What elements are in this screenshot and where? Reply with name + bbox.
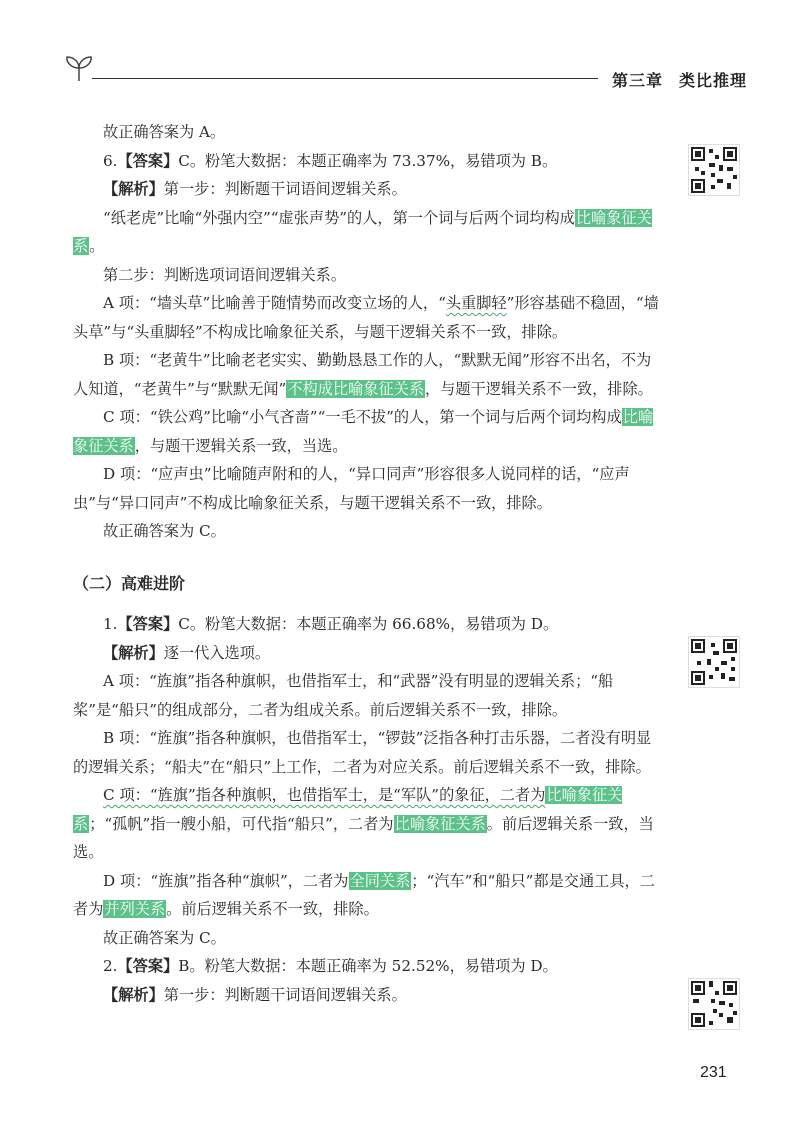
qr-code-icon[interactable] bbox=[688, 144, 740, 196]
highlight: 并列关系 bbox=[104, 900, 166, 918]
highlight: 比喻象征关系 bbox=[73, 208, 652, 255]
sprout-icon bbox=[62, 54, 96, 82]
paragraph: 故正确答案为 A。 bbox=[103, 123, 226, 141]
answer-line-s1: 1.【答案】C。粉笔大数据：本题正确率为 66.68%，易错项为 D。 bbox=[103, 615, 559, 633]
qr-code-icon[interactable] bbox=[688, 636, 740, 688]
option-a: A 项：“旌旗”指各种旗帜，也借指军士，和“武器”没有明显的逻辑关系；“船桨”是“船只”的组成部分，二者为组成关系。前后逻辑关系不一致，排除。 bbox=[73, 672, 614, 719]
underline: 头重脚轻 bbox=[445, 294, 507, 312]
chapter-topic: 类比推理 bbox=[679, 71, 748, 90]
answer-label: 答案 bbox=[132, 151, 164, 170]
answer-line-s2: 2.【答案】B。粉笔大数据：本题正确率为 52.52%，易错项为 D。 bbox=[103, 957, 558, 975]
paragraph: “纸老虎”比喻“外强内空”“虚张声势”的人，第一个词与后两个词均构成比喻象征关系。 bbox=[73, 208, 652, 255]
page-content bbox=[73, 118, 663, 1009]
highlight: 比喻象征关系 bbox=[394, 814, 486, 833]
highlight: 比喻象征关系 bbox=[73, 786, 623, 833]
option-b: B 项：“旌旗”指各种旗帜，也借指军士，“锣鼓”泛指各种打击乐器，二者没有明显的逻辑关系；“船夫”在“船只”上工作，二者为对应关系。前后逻辑关系不一致，排除。 bbox=[73, 729, 652, 776]
qr-code-icon[interactable] bbox=[688, 978, 740, 1030]
question-number: 6. bbox=[103, 151, 118, 170]
option-b: B 项：“老黄牛”比喻老老实实、勤勤恳恳工作的人，“默默无闻”形容不出名，不为人知道，“老黄牛”与“默默无闻”不构成比喻象征关系，与题干逻辑关系不一致，排除。 bbox=[73, 351, 653, 398]
option-d: D 项：“应声虫”比喻随声附和的人，“异口同声”形容很多人说同样的话，“应声虫”与“异口同声”不构成比喻象征关系，与题干逻辑关系不一致，排除。 bbox=[73, 465, 630, 512]
paragraph: 第二步：判断选项词语间逻辑关系。 bbox=[103, 265, 346, 284]
option-c: C 项：“旌旗”指各种旗帜，也借指军士，是“军队”的象征，二者为比喻象征关系；“孤帆”指一艘小船，可代指“船只”，二者为比喻象征关系。前后逻辑关系一致，当选。 bbox=[73, 786, 654, 861]
chapter-header bbox=[612, 68, 763, 91]
answer-line-q6: 6.【答案】C。粉笔大数据：本题正确率为 73.37%，易错项为 B。 bbox=[103, 151, 558, 170]
question-number: 1. bbox=[103, 615, 118, 633]
answer-text: C。粉笔大数据：本题正确率为 73.37%，易错项为 B。 bbox=[178, 151, 558, 170]
analysis-line: 【解析】逐一代入选项。 bbox=[103, 643, 271, 662]
page-number: 231 bbox=[700, 1064, 727, 1081]
highlight: 不构成比喻象征关系 bbox=[287, 379, 424, 398]
section-title: （二）高难进阶 bbox=[73, 573, 186, 593]
option-c: C 项：“铁公鸡”比喻“小气吝啬”“一毛不拔”的人，第一个词与后两个词均构成比喻象征关系，与题干逻辑关系一致，当选。 bbox=[73, 408, 654, 455]
analysis-line: 【解析】第一步：判断题干词语间逻辑关系。 bbox=[103, 985, 407, 1004]
option-d: D 项：“旌旗”指各种“旗帜”，二者为全同关系；“汽车”和“船只”都是交通工具，二者为并列关系。前后逻辑关系不一致，排除。 bbox=[73, 871, 655, 918]
highlight: 比喻象征关系 bbox=[73, 408, 654, 455]
paragraph: 故正确答案为 C。 bbox=[103, 928, 226, 947]
highlight: 全同关系 bbox=[349, 871, 411, 890]
analysis-line: 【解析】第一步：判断题干词语间逻辑关系。 bbox=[103, 180, 407, 198]
option-a: A 项：“墙头草”比喻善于随情势而改变立场的人，“头重脚轻”形容基础不稳固，“墙头草”与“头重脚轻”不构成比喻象征关系，与题干逻辑关系不一致，排除。 bbox=[73, 294, 659, 341]
analysis-label: 解析 bbox=[118, 180, 149, 198]
header-rule bbox=[92, 78, 598, 79]
chapter-number: 第三章 bbox=[612, 71, 664, 90]
paragraph: 故正确答案为 C。 bbox=[103, 522, 226, 540]
